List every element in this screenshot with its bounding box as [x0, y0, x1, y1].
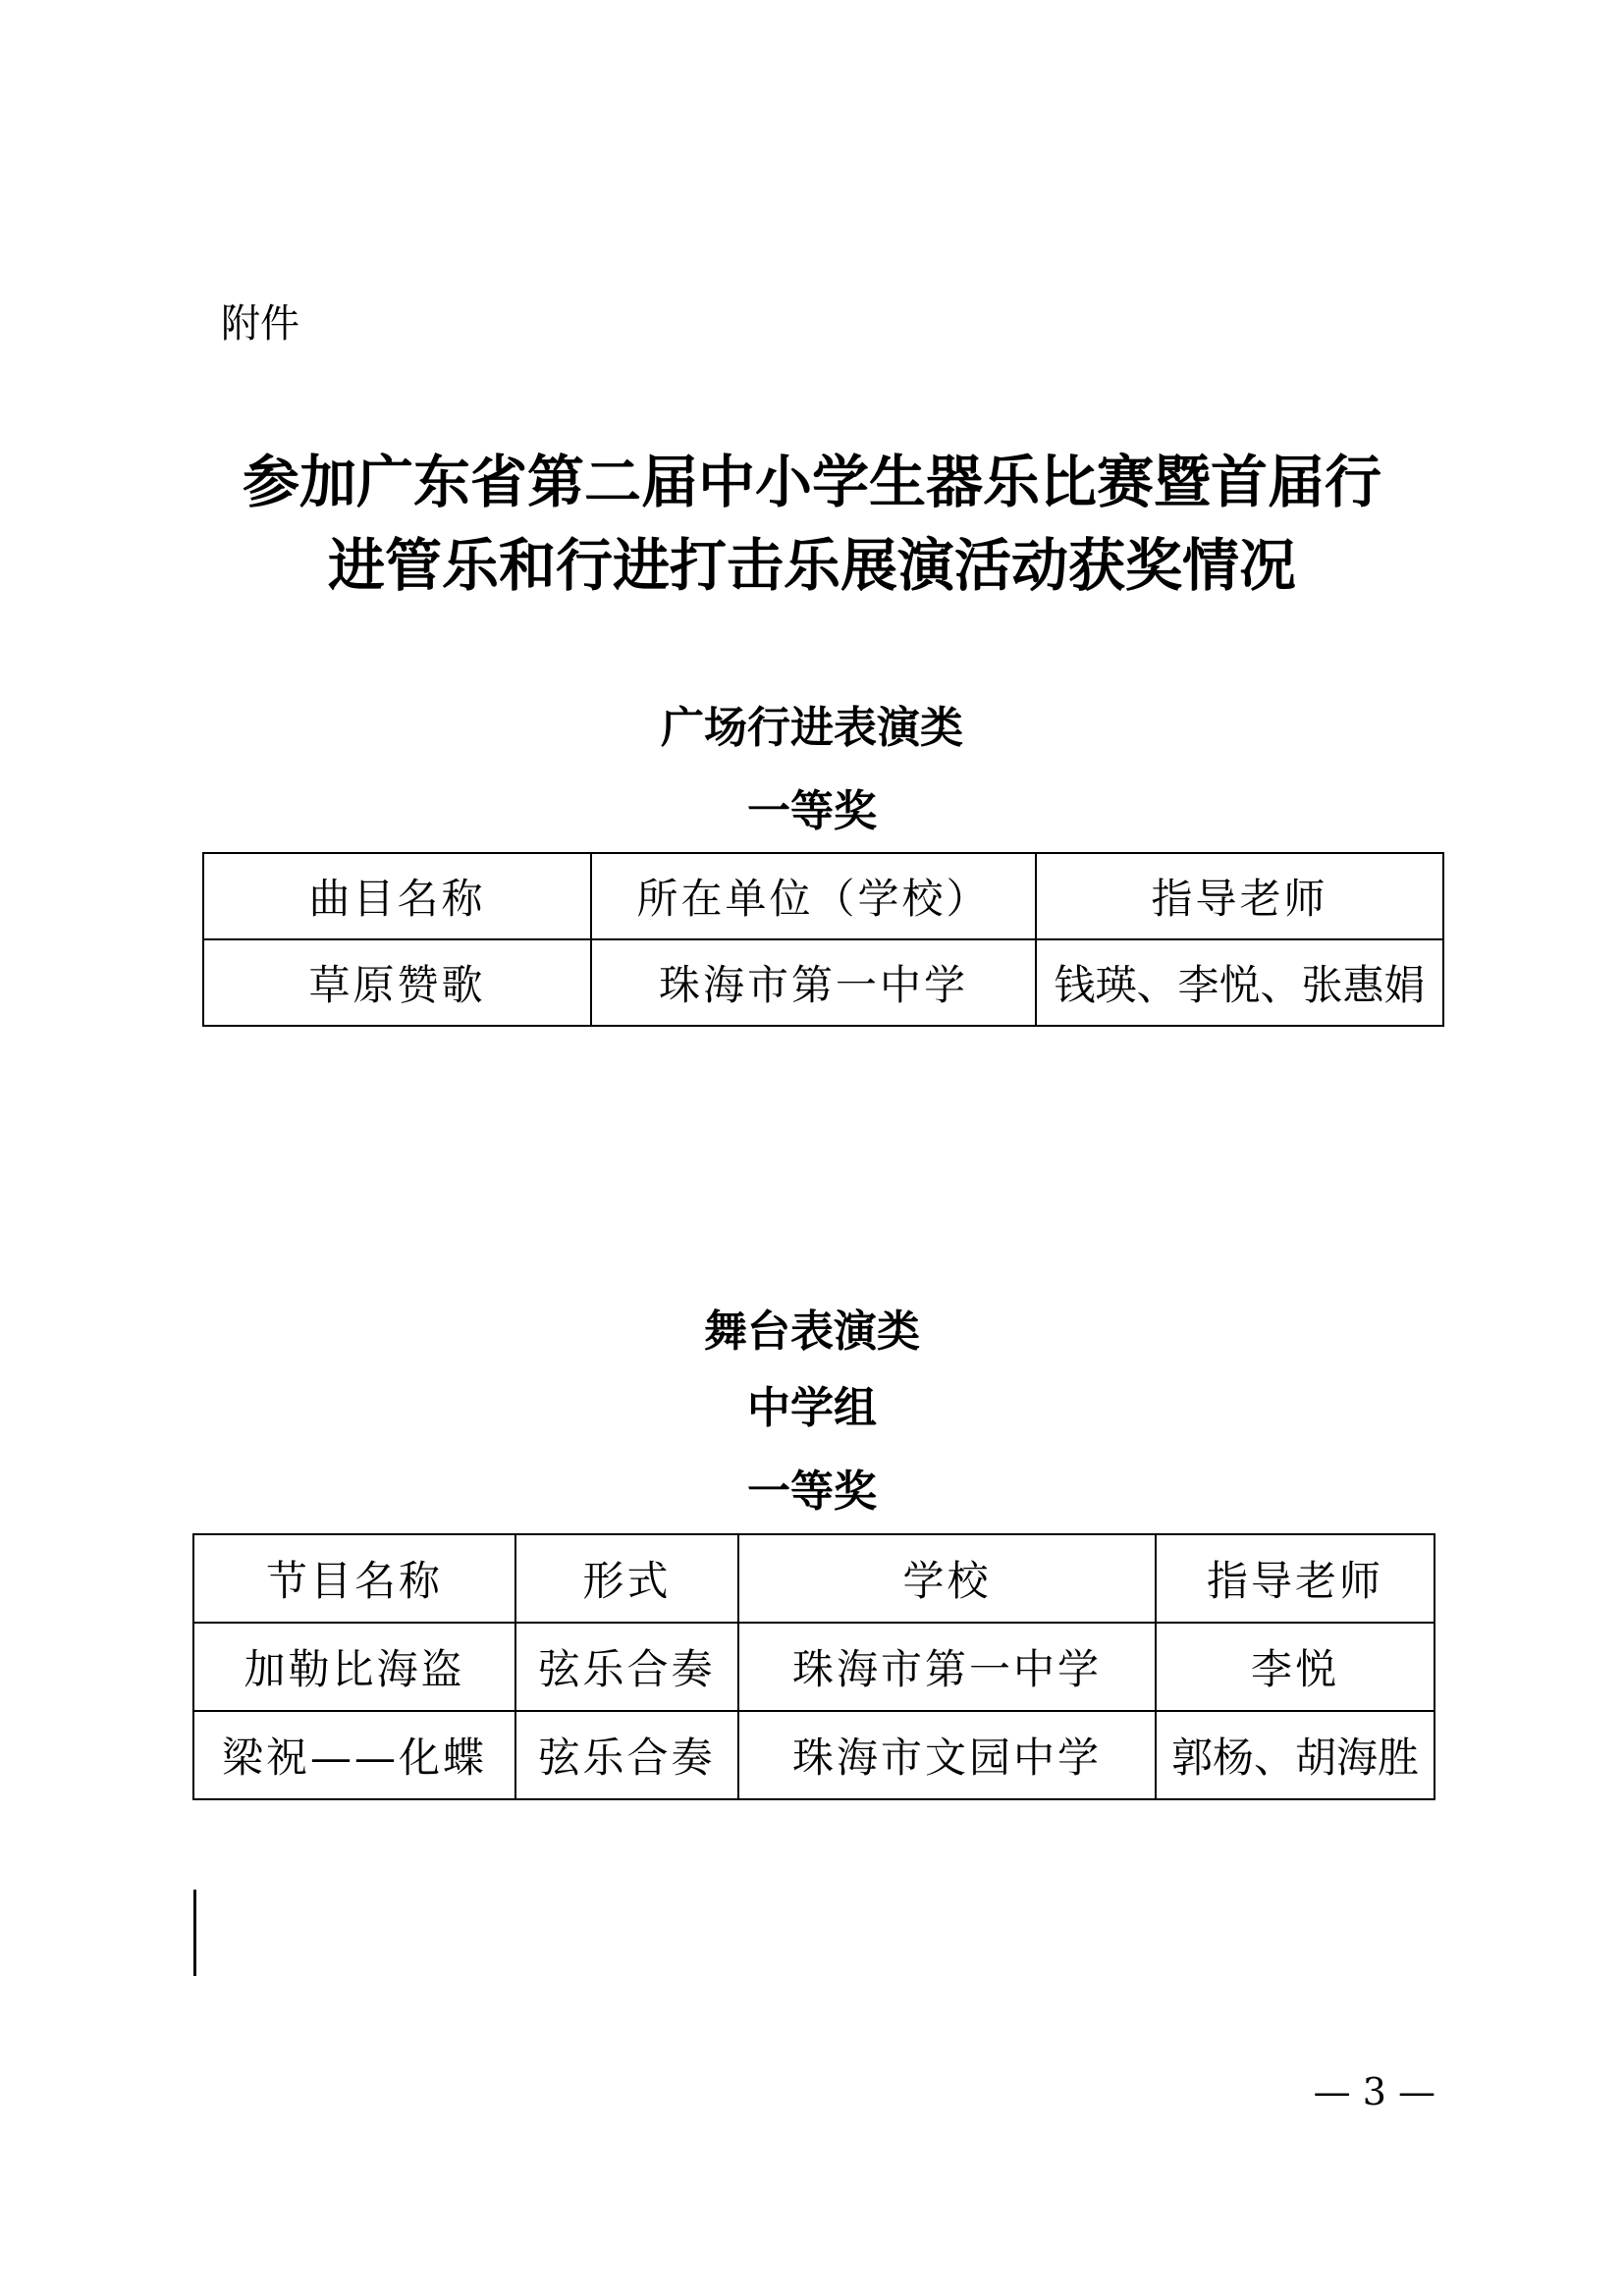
- cell-school: 珠海市文园中学: [738, 1711, 1156, 1799]
- section2-category-heading: 舞台表演类: [704, 1307, 920, 1357]
- cell-piece-name: 草原赞歌: [203, 939, 591, 1026]
- cell-program-name: 梁祝——化蝶: [193, 1711, 515, 1799]
- document-title-line-1: 参加广东省第二届中小学生器乐比赛暨首届行: [242, 449, 1381, 515]
- header-cell-piece-name: 曲目名称: [203, 853, 591, 939]
- header-cell-program-name: 节目名称: [193, 1534, 515, 1623]
- table-row: [193, 1711, 1435, 1799]
- header-cell-instructor: 指导老师: [1156, 1534, 1435, 1623]
- attachment-label: 附件: [221, 301, 299, 347]
- section1-award-table: [202, 852, 1444, 1027]
- cell-form: 弦乐合奏: [515, 1623, 738, 1711]
- cell-school: 珠海市第一中学: [738, 1623, 1156, 1711]
- header-cell-unit: 所在单位（学校）: [591, 853, 1036, 939]
- cell-instructor: 钱瑛、李悦、张惠娟: [1036, 939, 1443, 1026]
- header-cell-instructor: 指导老师: [1036, 853, 1443, 939]
- cell-instructor: 李悦: [1156, 1623, 1435, 1711]
- table-row: [193, 1623, 1435, 1711]
- cell-program-name: 加勒比海盗: [193, 1623, 515, 1711]
- cell-instructor: 郭杨、胡海胜: [1156, 1711, 1435, 1799]
- document-title-line-2: 进管乐和行进打击乐展演活动获奖情况: [327, 532, 1296, 599]
- section2-award-table: [192, 1533, 1435, 1800]
- section2-award-heading: 一等奖: [747, 1467, 877, 1517]
- cell-form: 弦乐合奏: [515, 1711, 738, 1799]
- section1-category-heading: 广场行进表演类: [661, 703, 963, 753]
- header-cell-form: 形式: [515, 1534, 738, 1623]
- section2-group-heading: 中学组: [747, 1383, 877, 1433]
- cell-unit: 珠海市第一中学: [591, 939, 1036, 1026]
- page-number: — 3 —: [1313, 2070, 1435, 2113]
- margin-rule: [193, 1890, 196, 1976]
- table-header-row: [193, 1534, 1435, 1623]
- table-row: [203, 939, 1443, 1026]
- table-header-row: [203, 853, 1443, 939]
- section1-award-heading: 一等奖: [747, 786, 877, 836]
- header-cell-school: 学校: [738, 1534, 1156, 1623]
